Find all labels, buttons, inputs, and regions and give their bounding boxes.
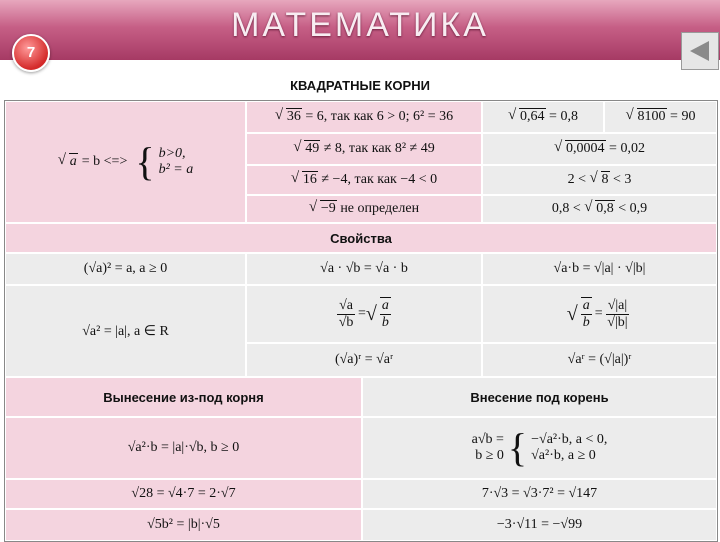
insertion-example-2: −3·√11 = −√99 xyxy=(362,509,717,541)
example-3: √ 16 ≠ −4, так как −4 < 0 xyxy=(246,165,482,195)
page-number-badge: 7 xyxy=(12,34,50,72)
insertion-cond: b ≥ 0 xyxy=(475,448,504,463)
insertion-lhs: a√b = xyxy=(471,432,504,447)
property-7: (√a)ʳ = √aʳ xyxy=(246,343,482,377)
extraction-header: Вынесение из-под корня xyxy=(5,377,362,417)
property-6: √ $\frac{a}{b}$ = $\frac{√|a|}{√|b|}$ xyxy=(482,285,717,343)
example-6: √ 8100 = 90 xyxy=(604,101,717,133)
example-1: √ 36 = 6, так как 6 > 0; 6² = 36 xyxy=(246,101,482,133)
example-1-text: = 6, так как 6 > 0; 6² = 36 xyxy=(305,109,454,124)
insertion-header: Внесение под корень xyxy=(362,377,717,417)
example-2-text: ≠ 8, так как 8² ≠ 49 xyxy=(323,141,435,156)
example-9-pre: 0,8 < xyxy=(551,201,581,216)
brace: { xyxy=(507,425,528,470)
example-3-text: ≠ −4, так как −4 < 0 xyxy=(321,172,438,187)
example-5: √ 0,64 = 0,8 xyxy=(482,101,604,133)
triangle-left-icon xyxy=(687,39,713,63)
property-5: $\frac{√a}{√b}$ = √ $\frac{a}{b}$ xyxy=(246,285,482,343)
insertion-example-1: 7·√3 = √3·7² = √147 xyxy=(362,479,717,509)
properties-header: Свойства xyxy=(5,223,717,253)
page-title: КВАДРАТНЫЕ КОРНИ xyxy=(290,78,430,93)
property-4: √a² = |a|, a ∈ R xyxy=(5,285,246,377)
def-lhs: a xyxy=(69,154,77,169)
example-8: 2 < √ 8 < 3 xyxy=(482,165,717,195)
property-2: √a · √b = √a · b xyxy=(246,253,482,285)
example-8-text: < 3 xyxy=(613,172,632,187)
property-3: √a·b = √|a| · √|b| xyxy=(482,253,717,285)
insertion-case-1: −√a²·b, a < 0, xyxy=(531,432,608,447)
definition-cell xyxy=(5,101,246,223)
insertion-case-2: √a²·b, a ≥ 0 xyxy=(531,448,596,463)
example-8-pre: 2 < xyxy=(567,172,586,187)
def-cond-2: b² = a xyxy=(158,162,194,177)
extraction-example-1: √28 = √4·7 = 2·√7 xyxy=(5,479,362,509)
example-4: √ −9 не определен xyxy=(246,195,482,223)
header-banner xyxy=(0,0,720,60)
example-7: √ 0,0004 = 0,02 xyxy=(482,133,717,165)
brace: { xyxy=(135,139,155,184)
def-mid: = b <=> xyxy=(81,154,128,169)
app-title: МАТЕМАТИКА xyxy=(231,6,489,44)
def-cond-1: b>0, xyxy=(158,146,186,161)
extraction-rule: √a²·b = |a|·√b, b ≥ 0 xyxy=(5,417,362,479)
example-6-text: = 90 xyxy=(670,109,696,124)
back-button[interactable] xyxy=(681,32,719,70)
formula-table xyxy=(4,100,718,542)
extraction-example-2: √5b² = |b|·√5 xyxy=(5,509,362,541)
example-4-text: не определен xyxy=(340,201,420,216)
example-7-text: = 0,02 xyxy=(609,141,645,156)
example-9-text: < 0,9 xyxy=(618,201,648,216)
example-5-text: = 0,8 xyxy=(549,109,578,124)
property-8: √aʳ = (√|a|)ʳ xyxy=(482,343,717,377)
example-2: √ 49 ≠ 8, так как 8² ≠ 49 xyxy=(246,133,482,165)
insertion-rule xyxy=(362,417,717,479)
example-9: 0,8 < √ 0,8 < 0,9 xyxy=(482,195,717,223)
property-1: (√a)² = a, a ≥ 0 xyxy=(5,253,246,285)
